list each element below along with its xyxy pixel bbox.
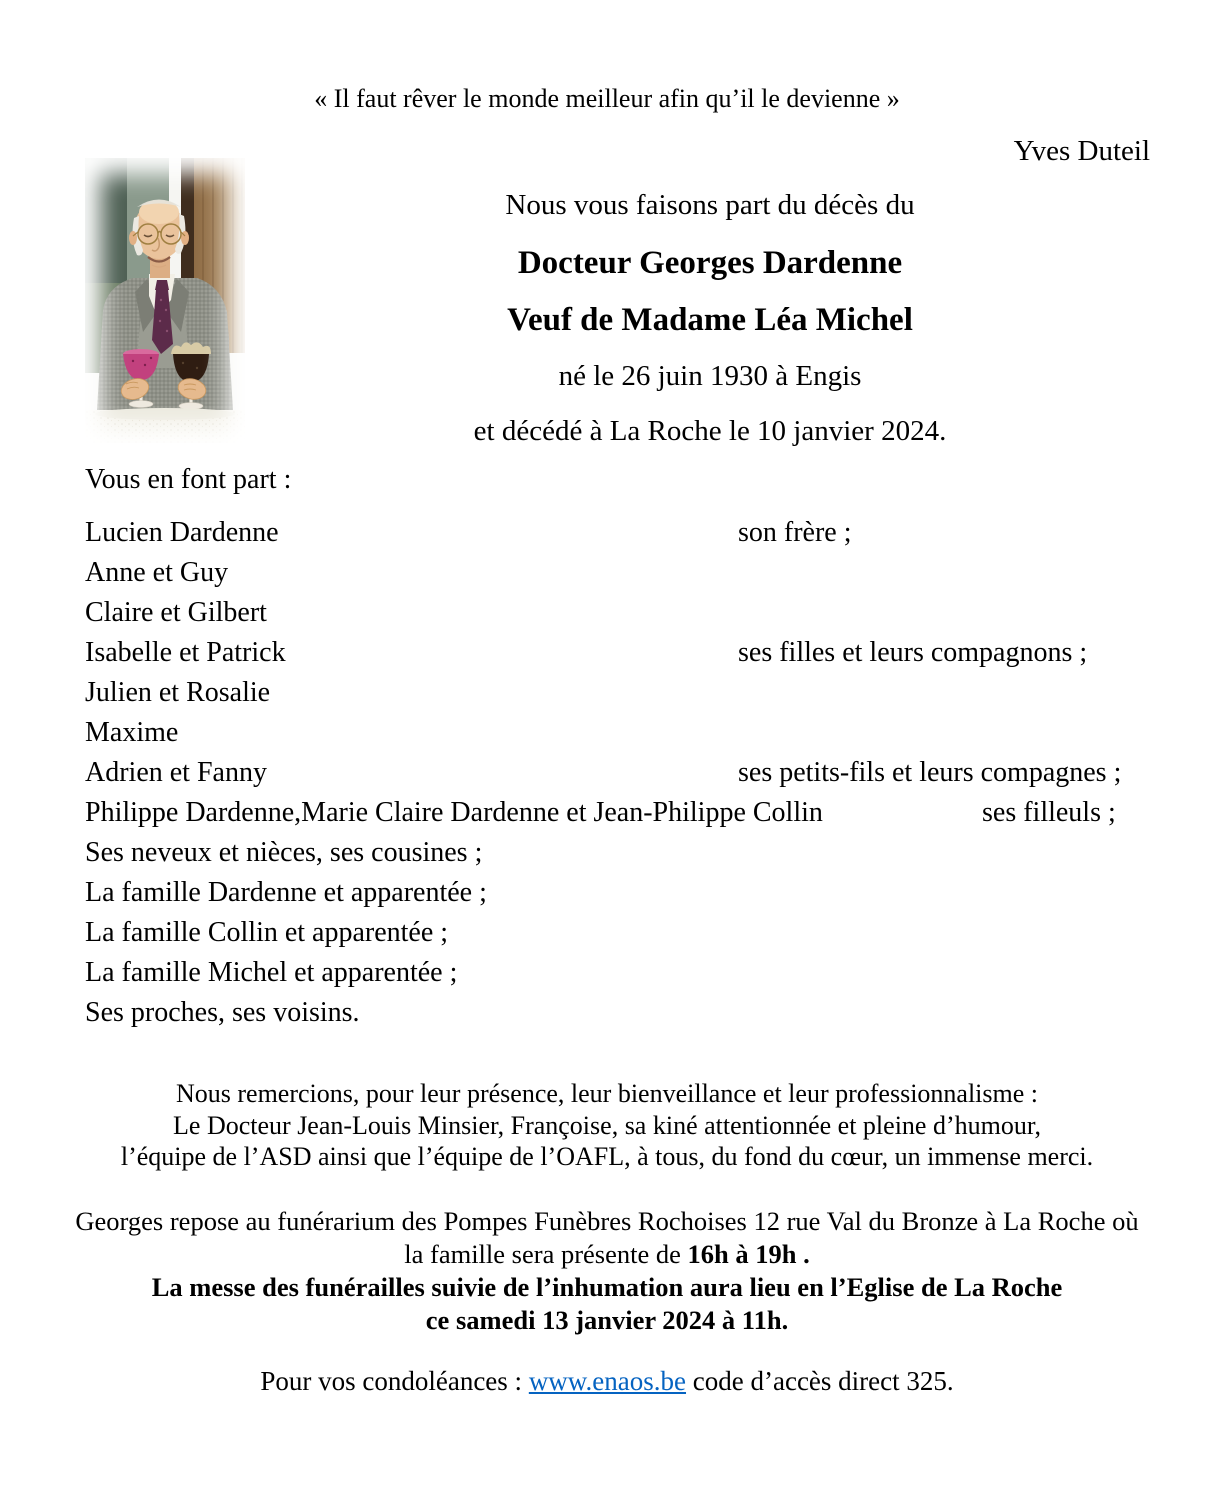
family-row bbox=[85, 873, 1145, 913]
family-name: Isabelle et Patrick bbox=[85, 637, 286, 668]
family-row bbox=[85, 833, 1145, 873]
family-relation: ses petits-fils et leurs compagnes ; bbox=[738, 757, 1122, 788]
family-relation: ses filles et leurs compagnons ; bbox=[738, 637, 1088, 668]
family-name: Adrien et Fanny bbox=[85, 757, 267, 788]
family-name: Anne et Guy bbox=[85, 557, 229, 588]
portrait-photo-illustration bbox=[85, 158, 245, 443]
funeral-line-2 bbox=[0, 1238, 1214, 1271]
thanks-line-3: l’équipe de l’ASD ainsi que l’équipe de l’OAFL, à tous, du fond du cœur, un immense merci. bbox=[120, 1142, 1094, 1171]
quote-author: Yves Duteil bbox=[1013, 135, 1150, 167]
visitation-hours: 16h à 19h . bbox=[687, 1239, 810, 1269]
funeral-line-2-regular: la famille sera présente de bbox=[404, 1239, 688, 1269]
thanks-line-2: Le Docteur Jean-Louis Minsier, Françoise, sa kiné attentionnée et pleine d’humour, bbox=[173, 1110, 1041, 1140]
family-row bbox=[85, 713, 1145, 753]
family-name: Ses proches, ses voisins. bbox=[85, 997, 360, 1028]
family-name: Lucien Dardenne bbox=[85, 517, 279, 548]
announcement-intro: Nous vous faisons part du décès du bbox=[505, 189, 915, 221]
family-row bbox=[85, 993, 1145, 1033]
family-row bbox=[85, 513, 1145, 553]
portrait-photo bbox=[85, 158, 245, 443]
birth-line: né le 26 juin 1930 à Engis bbox=[558, 360, 862, 392]
family-row bbox=[85, 793, 1145, 833]
quote-line: « Il faut rêver le monde meilleur afin qu’il le devienne » bbox=[314, 84, 900, 113]
condolences-prefix: Pour vos condoléances : bbox=[260, 1366, 529, 1396]
death-line: et décédé à La Roche le 10 janvier 2024. bbox=[473, 415, 947, 447]
widower-line: Veuf de Madame Léa Michel bbox=[507, 302, 913, 338]
thanks-paragraph bbox=[0, 1078, 1214, 1173]
family-list bbox=[85, 513, 1145, 1033]
funeral-line-3: La messe des funérailles suivie de l’inhumation aura lieu en l’Eglise de La Roche bbox=[151, 1272, 1063, 1302]
deceased-name: Docteur Georges Dardenne bbox=[517, 245, 903, 281]
condolences-link[interactable]: www.enaos.be bbox=[528, 1366, 687, 1396]
condolences-line bbox=[0, 1366, 1214, 1397]
funeral-paragraph bbox=[0, 1205, 1214, 1337]
family-row bbox=[85, 673, 1145, 713]
condolences-suffix: code d’accès direct 325. bbox=[686, 1366, 954, 1396]
thanks-line-1: Nous remercions, pour leur présence, leur bienveillance et leur professionnalisme : bbox=[175, 1079, 1039, 1108]
funeral-line-4: ce samedi 13 janvier 2024 à 11h. bbox=[425, 1305, 789, 1335]
family-name: Ses neveux et nièces, ses cousines ; bbox=[85, 837, 483, 868]
funeral-line-1: Georges repose au funérarium des Pompes Funèbres Rochoises 12 rue Val du Bronze à La Roche où bbox=[75, 1206, 1139, 1236]
family-row bbox=[85, 953, 1145, 993]
family-name: La famille Collin et apparentée ; bbox=[85, 917, 449, 948]
family-heading: Vous en font part : bbox=[85, 464, 292, 495]
family-row bbox=[85, 913, 1145, 953]
family-name: Claire et Gilbert bbox=[85, 597, 267, 628]
family-name: La famille Dardenne et apparentée ; bbox=[85, 877, 487, 908]
family-relation: ses filleuls ; bbox=[982, 797, 1116, 828]
family-row bbox=[85, 593, 1145, 633]
family-relation: son frère ; bbox=[738, 517, 852, 548]
family-name: La famille Michel et apparentée ; bbox=[85, 957, 458, 988]
family-row bbox=[85, 753, 1145, 793]
family-row bbox=[85, 633, 1145, 673]
family-name: Maxime bbox=[85, 717, 179, 748]
family-row bbox=[85, 553, 1145, 593]
family-name: Philippe Dardenne,Marie Claire Dardenne et Jean-Philippe Collin bbox=[85, 797, 823, 828]
family-name: Julien et Rosalie bbox=[85, 677, 271, 708]
